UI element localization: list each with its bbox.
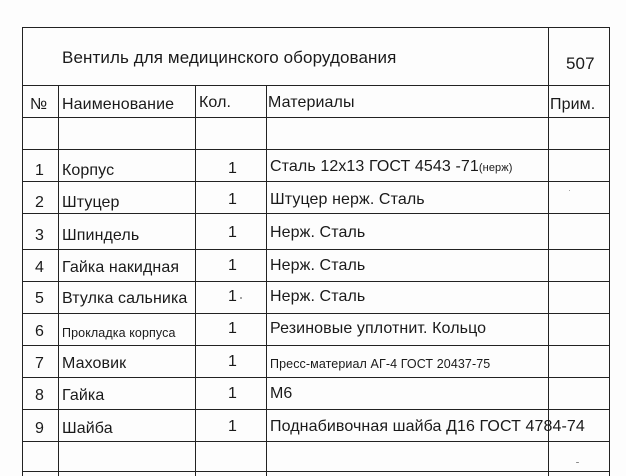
row-line: [22, 377, 610, 378]
row-6-name: Прокладка корпуса: [62, 326, 176, 340]
header-material: Материалы: [268, 94, 355, 111]
border-top: [22, 27, 610, 28]
header-num: №: [30, 96, 48, 113]
row-4-name: Гайка накидная: [62, 259, 180, 276]
row-7-name: Маховик: [62, 355, 127, 372]
row-8-num: 8: [35, 387, 44, 404]
row-5-num: 5: [35, 290, 44, 307]
row-5-qty: 1: [228, 288, 237, 305]
row-2-qty: 1: [228, 191, 237, 208]
row-7-qty: 1: [228, 353, 237, 370]
col-divider: [548, 27, 549, 476]
row-line: [22, 249, 610, 250]
row-1-material-main: Сталь 12х13 ГОСТ 4543 -71: [270, 158, 479, 175]
row-8-qty: 1: [228, 385, 237, 402]
col-divider: [266, 85, 267, 476]
row-9-qty: 1: [228, 418, 237, 435]
border-right: [609, 27, 610, 476]
header-top-line: [22, 85, 610, 86]
row-8-name: Гайка: [62, 387, 105, 404]
row-line: [22, 441, 610, 442]
row-line: [22, 471, 610, 472]
row-6-qty: 1: [228, 320, 237, 337]
border-left: [22, 27, 23, 476]
document-number: 507: [566, 54, 595, 73]
row-5-name: Втулка сальника: [62, 290, 188, 307]
col-divider: [58, 85, 59, 476]
row-9-num: 9: [35, 420, 44, 437]
row-1-material-suffix: (нерж): [478, 162, 513, 174]
row-7-material: Пресс-материал АГ-4 ГОСТ 20437-75: [270, 357, 491, 371]
row-1-name: Корпус: [62, 162, 115, 179]
scan-speck: [569, 190, 570, 191]
document-title: Вентиль для медицинского оборудования: [62, 48, 397, 67]
scan-speck: [240, 297, 242, 299]
row-3-name: Шпиндель: [62, 227, 140, 244]
row-2-name: Штуцер: [62, 194, 120, 211]
row-1-material: [270, 158, 512, 177]
header-note: Прим.: [550, 96, 596, 113]
row-line: [22, 181, 610, 182]
row-1-num: 1: [35, 162, 44, 179]
row-9-name: Шайба: [62, 420, 113, 437]
scan-speck: [576, 462, 579, 463]
header-name: Наименование: [62, 96, 175, 113]
row-8-material: М6: [270, 385, 293, 402]
row-1-qty: 1: [228, 160, 237, 177]
row-5-material: Нерж. Сталь: [270, 288, 366, 305]
row-6-num: 6: [35, 323, 44, 340]
row-2-material: Штуцер нерж. Сталь: [270, 191, 425, 208]
row-line: [22, 409, 610, 410]
header-qty: Кол.: [199, 94, 232, 111]
row-line: [22, 213, 610, 214]
row-2-num: 2: [35, 194, 44, 211]
row-line: [22, 345, 610, 346]
row-4-qty: 1: [228, 257, 237, 274]
row-line: [22, 281, 610, 282]
row-7-num: 7: [35, 355, 44, 372]
row-line: [22, 313, 610, 314]
row-3-qty: 1: [228, 224, 237, 241]
row-4-material: Нерж. Сталь: [270, 257, 366, 274]
row-4-num: 4: [35, 259, 44, 276]
col-divider: [195, 85, 196, 476]
row-6-material: Резиновые уплотнит. Кольцо: [270, 320, 487, 337]
row-3-num: 3: [35, 227, 44, 244]
row-3-material: Нерж. Сталь: [270, 224, 366, 241]
header-bottom-line: [22, 117, 610, 118]
row-line: [22, 149, 610, 150]
row-9-material: Поднабивочная шайба Д16 ГОСТ 4784-74: [270, 418, 585, 435]
